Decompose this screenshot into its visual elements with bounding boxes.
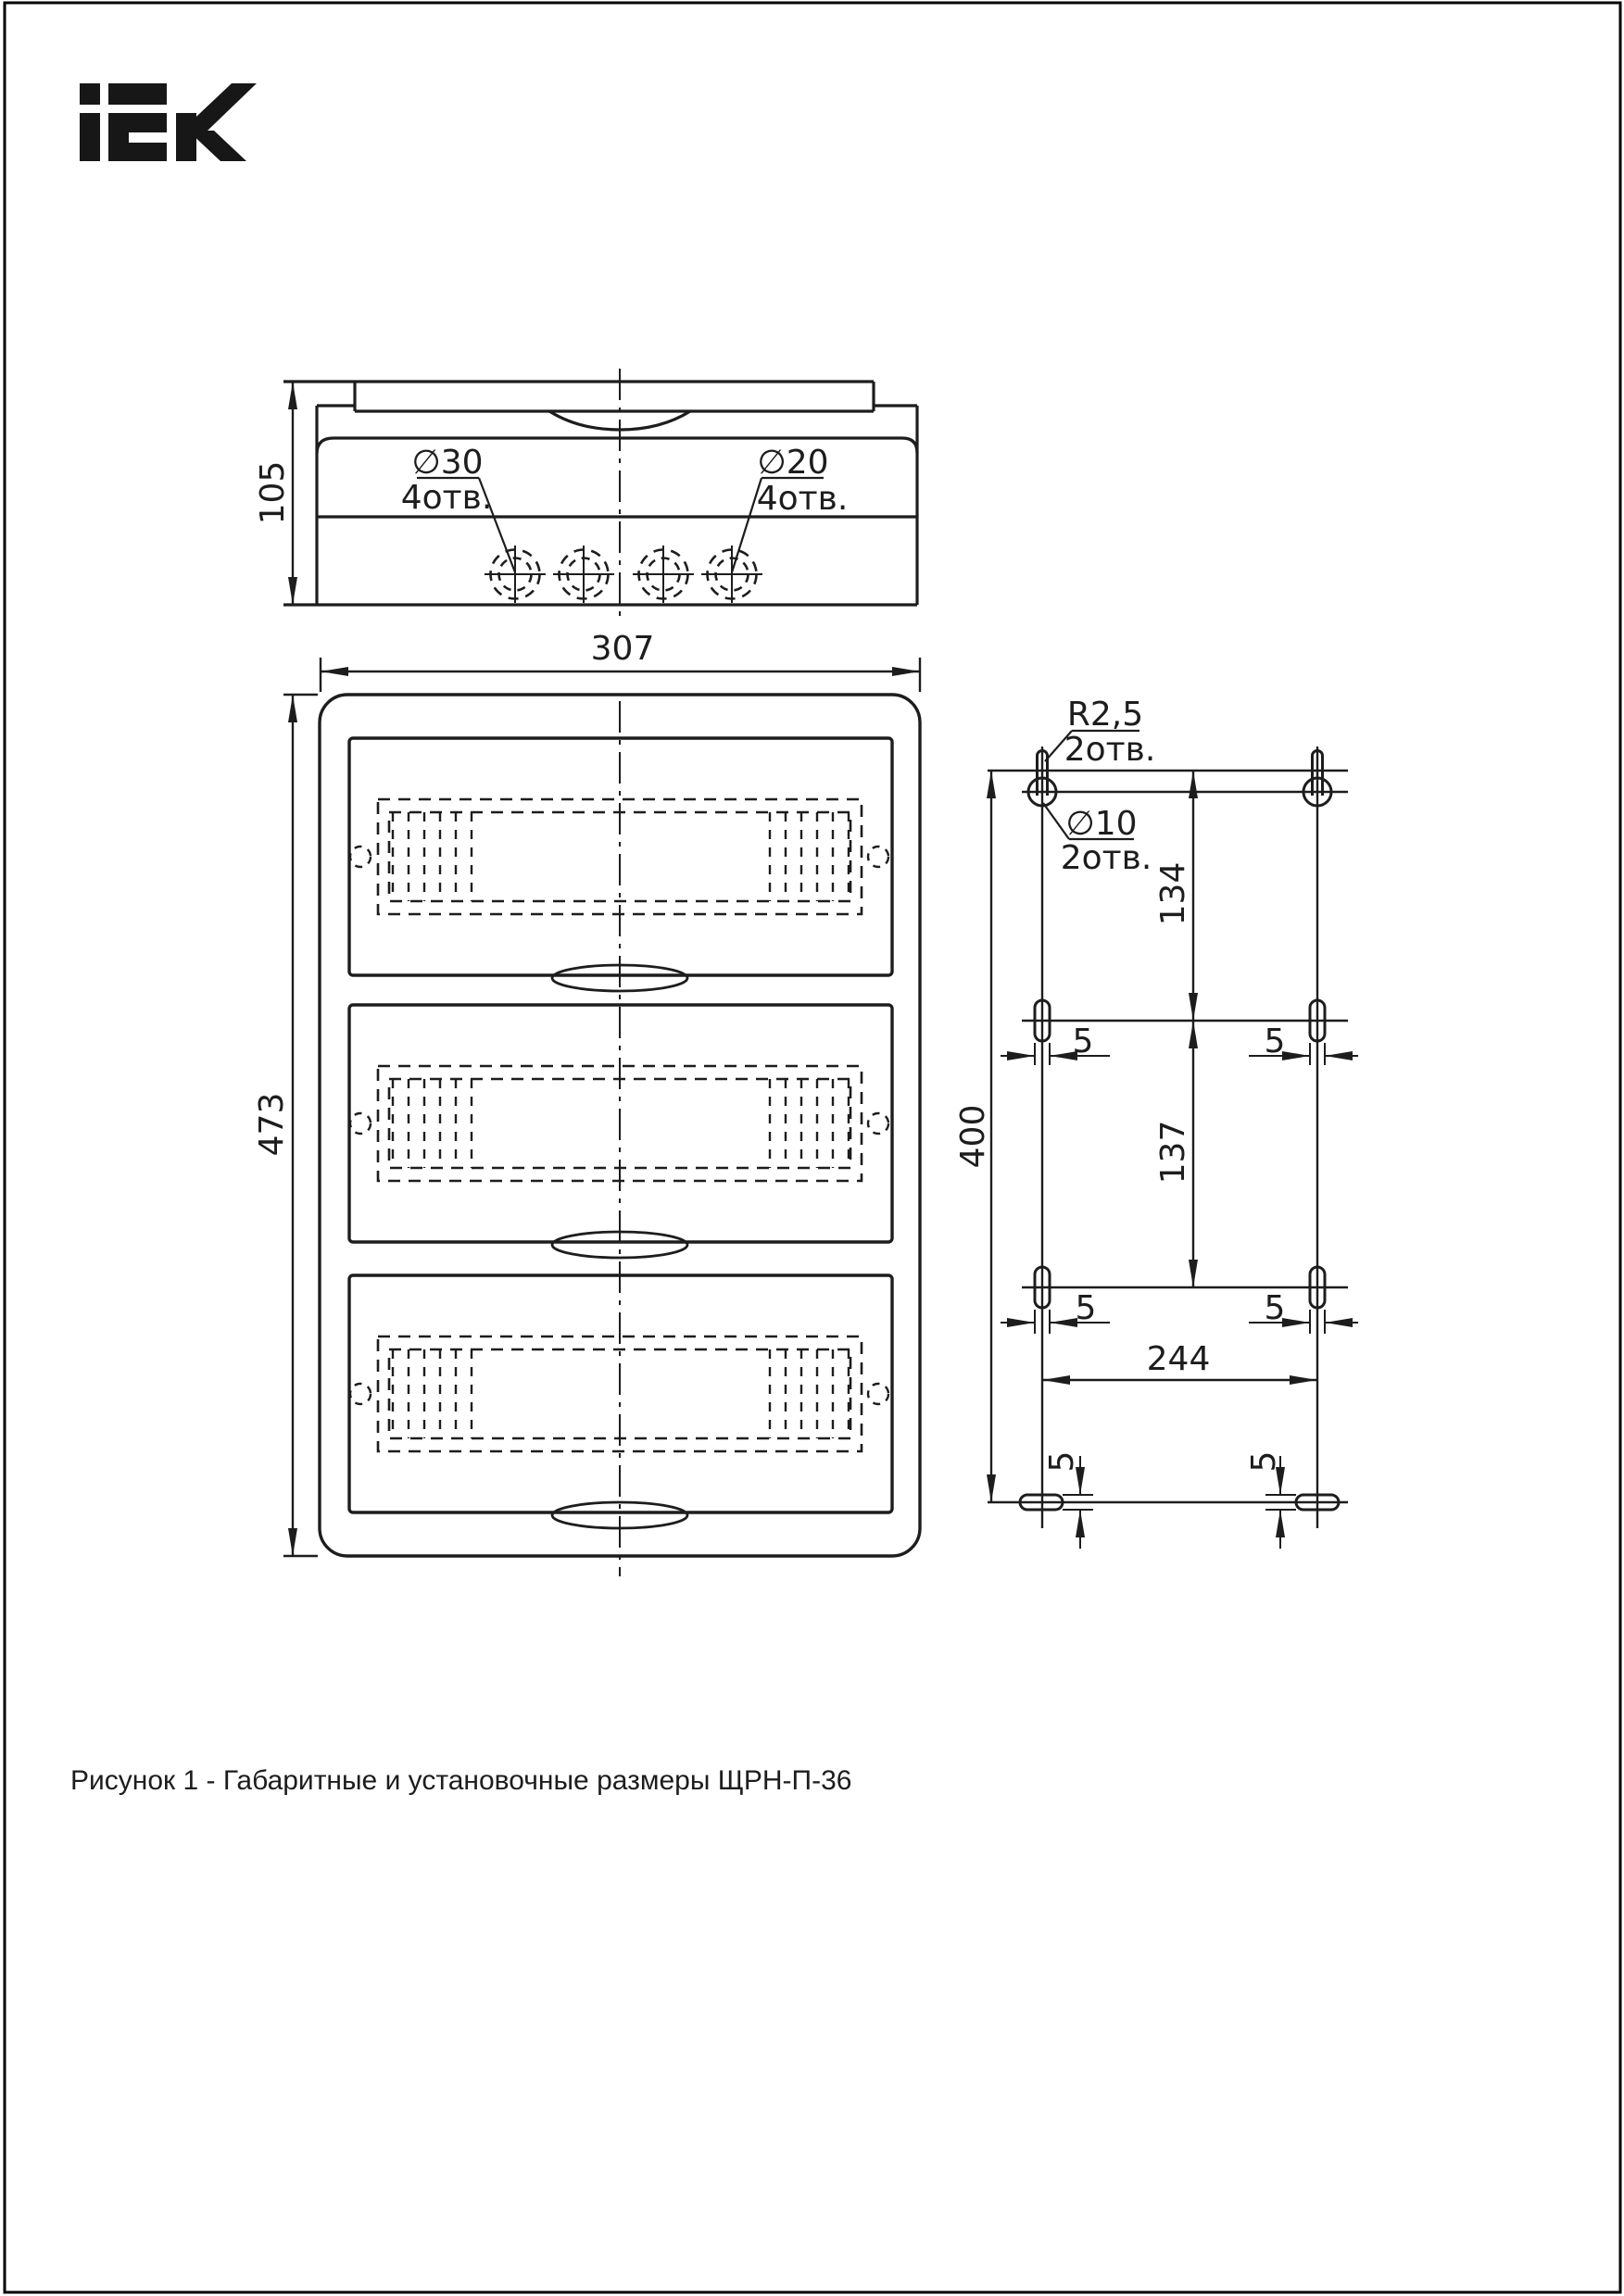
- slot-width-label: 5: [1072, 1023, 1094, 1060]
- slot-width-label: 5: [1264, 1289, 1286, 1327]
- figure-caption: Рисунок 1 - Габаритные и установочные размеры ЩРН-П-36: [70, 1765, 852, 1796]
- front-width-dim-label: 307: [590, 630, 655, 668]
- slot-height-label: 5: [1245, 1450, 1283, 1473]
- slot-width-label: 5: [1264, 1023, 1286, 1060]
- knockout-30-dia-label: ∅30: [411, 444, 484, 482]
- corner-radius-count-label: 2отв.: [1064, 731, 1156, 769]
- front-height-dim-label: 473: [253, 1092, 291, 1157]
- knockout-30-count-label: 4отв.: [400, 479, 493, 517]
- logo-i-dot: [80, 83, 100, 105]
- hole-dia-count-label: 2отв.: [1060, 839, 1152, 877]
- logo-e-notch: [129, 132, 167, 143]
- hole-dia-label: ∅10: [1065, 805, 1138, 843]
- logo-e-top: [108, 83, 167, 105]
- page-border: [5, 3, 1620, 2292]
- logo-i-stem: [80, 113, 100, 161]
- pitch-134-label: 134: [1154, 861, 1192, 926]
- slot-height-label: 5: [1043, 1450, 1081, 1473]
- pitch-137-label: 137: [1154, 1120, 1192, 1185]
- corner-radius-label: R2,5: [1066, 696, 1144, 734]
- knockout-20-dia-label: ∅20: [757, 444, 829, 482]
- knockout-20-count-label: 4отв.: [756, 480, 849, 518]
- top-depth-dim-label: 105: [254, 460, 292, 525]
- height-400-label: 400: [954, 1104, 992, 1169]
- span-244-label: 244: [1146, 1340, 1211, 1378]
- slot-width-label: 5: [1075, 1289, 1097, 1327]
